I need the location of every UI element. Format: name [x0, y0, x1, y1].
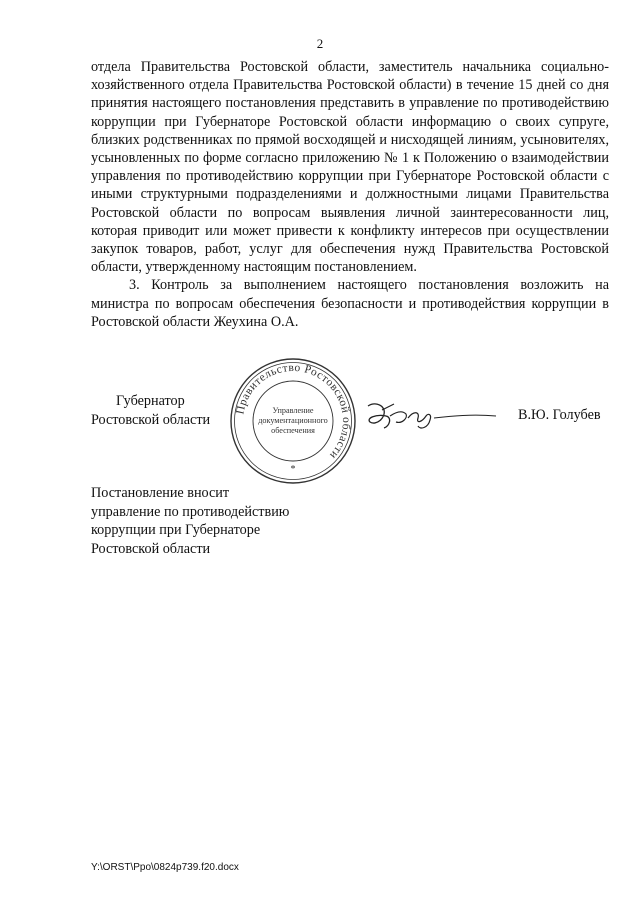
- submitted-by-note: [91, 484, 289, 558]
- signer-name: В.Ю. Голубев: [518, 407, 601, 423]
- seal-star: *: [290, 464, 296, 475]
- file-path-footer: Y:\ORST\Ppo\0824p739.f20.docx: [91, 862, 239, 873]
- signer-title-line2: Ростовской области: [91, 412, 211, 428]
- seal-outer-text: Правительство Ростовской области: [234, 361, 353, 462]
- page-number: 2: [316, 36, 324, 51]
- note-line3: коррупции при Губернаторе: [91, 522, 261, 539]
- signer-title-line1: Губернатор: [116, 393, 185, 409]
- paragraph-continuation: отдела Правительства Ростовской области, заместитель начальника социально-хозяйственного отдела Правительства Ростовской области) в течение 15 дней со дня принятия настоящего постановления представить в управление по противодействию коррупции при Губернаторе Ростовской области информацию о своих супруге, близких родственниках по прямой восходящей и нисходящей линиям, усыновителях, усыновленных по форме согласно приложению № 1 к Положению о взаимодействии управления по противодействию коррупции при Губернаторе Ростовской области с иными структурными подразделениями и должностными лицами Правительства Ростовской области по вопросам выявления личной заинтересованности лиц, которая приводит или может привести к конфликту интересов при осуществлении закупок товаров, работ, услуг для обеспечения нужд Правительства Ростовской области, утвержденному настоящим постановлением.: [91, 59, 609, 276]
- note-line1: Постановление вносит: [91, 485, 230, 501]
- signer-title: [91, 392, 210, 430]
- note-line2: управление по противодействию: [91, 503, 290, 520]
- paragraph-control-clause: 3. Контроль за выполнением настоящего постановления возложить на министра по вопросам обеспечения безопасности и противодействия коррупции в Ростовской области Жеухина О.А.: [91, 277, 609, 330]
- seal-inner-line3: обеспечения: [271, 426, 315, 435]
- official-seal-stamp: [228, 356, 358, 486]
- document-body: [91, 58, 609, 331]
- handwritten-signature: [362, 396, 502, 436]
- seal-inner-line1: Управление: [272, 406, 314, 415]
- seal-inner-line2: документационного: [258, 416, 328, 425]
- note-line4: Ростовской области: [91, 540, 211, 557]
